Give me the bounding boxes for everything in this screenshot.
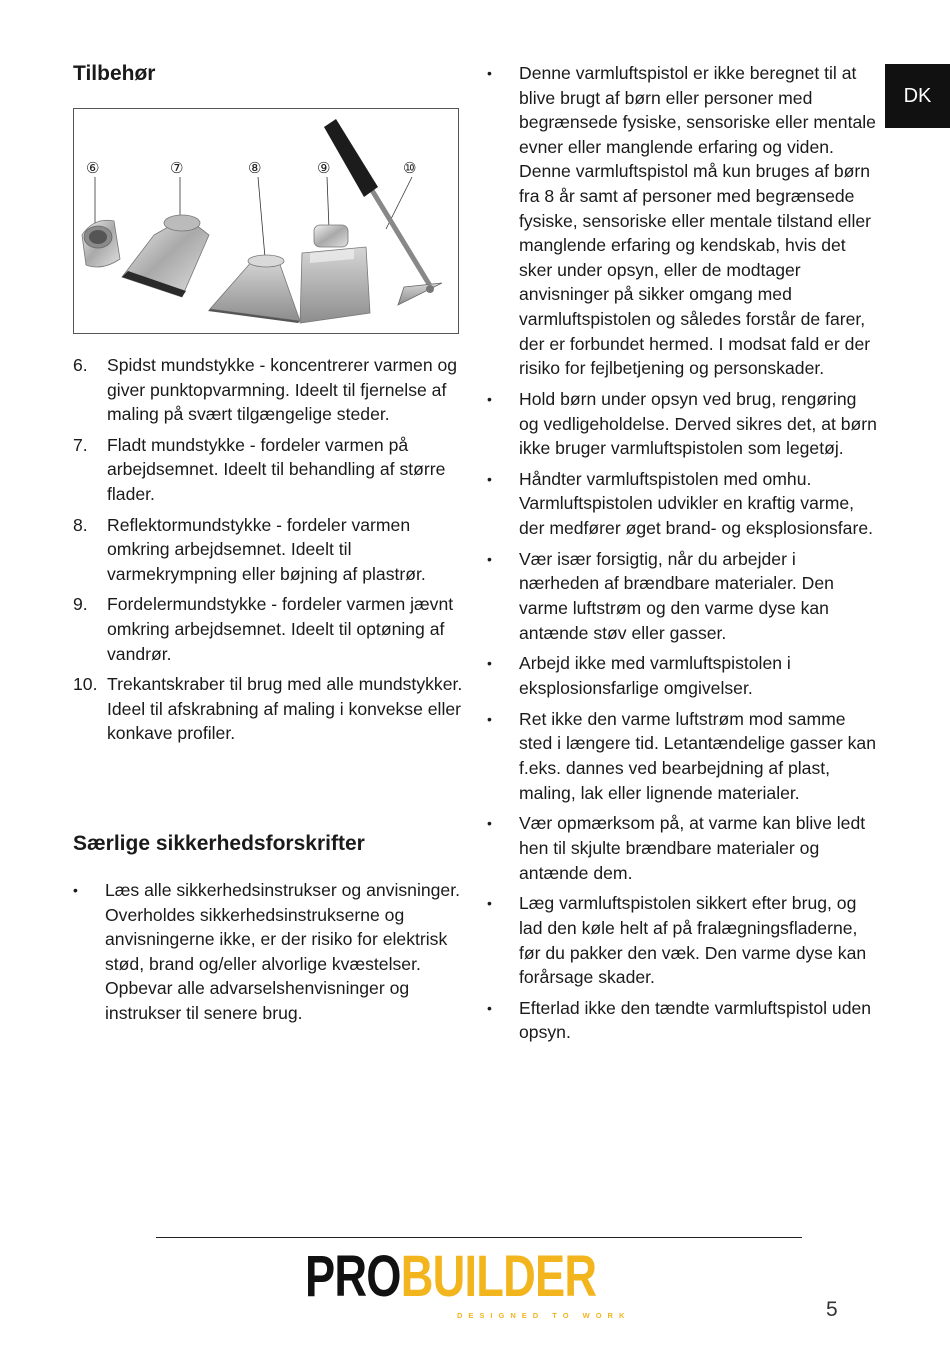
item-text: Trekantskraber til brug med alle mundstykker. Ideel til afskrabning af maling i konvekse eller konkave profiler. <box>107 674 463 744</box>
footer-divider <box>156 1237 802 1238</box>
bullet-icon: • <box>487 895 492 912</box>
logo-pro-text: PRO <box>305 1244 401 1309</box>
figure-label-9: ⑨ <box>317 159 331 177</box>
accessories-list <box>73 353 463 752</box>
list-item <box>73 433 463 507</box>
item-number: 6. <box>73 355 88 375</box>
spreader-nozzle-image <box>300 225 370 323</box>
list-item <box>487 891 877 989</box>
bullet-icon: • <box>487 999 492 1016</box>
bullet-text: Hold børn under opsyn ved brug, rengøring og vedligeholdelse. Derved sikres det, at børn ikke bruger varmluftspistolen som legetøj. <box>519 388 877 459</box>
item-number: 7. <box>73 434 88 455</box>
figure-label-10: ⑩ <box>403 159 417 177</box>
list-item <box>487 547 877 645</box>
list-item <box>73 672 463 746</box>
bullet-icon: • <box>487 470 492 487</box>
list-item <box>487 467 877 541</box>
list-item <box>73 353 463 427</box>
bullet-text: Denne varmluftspistol er ikke beregnet til at blive brugt af børn eller personer med begrænsede fysiske, sensoriske eller mentale evner eller manglende erfaring og viden. Denne varmluftspistol må kun bruges af børn fra 8 år samt af personer med begrænsede fysiske, sensoriske eller mentale tilstand eller manglende erfaring og kendskab, hvis det sker under opsyn, eller de modtager anvisninger på sikker omgang med varmluftspistolen og således forstår de farer, der er forbundet hermed. I modsat fald er der risiko for fejlbetjening og personskader. <box>519 63 876 379</box>
list-item <box>487 707 877 805</box>
item-number: 8. <box>73 514 88 535</box>
safety-list-left <box>73 878 463 1032</box>
list-item <box>487 811 877 885</box>
figure-label-6: ⑥ <box>86 159 100 177</box>
list-item <box>73 878 463 1026</box>
reflector-nozzle-image <box>208 255 300 323</box>
probuilder-logo <box>305 1245 645 1323</box>
accessories-heading: Tilbehør <box>73 62 156 85</box>
page-number: 5 <box>826 1298 838 1321</box>
item-text: Reflektormundstykke - fordeler varmen omkring arbejdsemnet. Ideelt til varmekrympning eller bøjning af plastrør. <box>107 514 426 584</box>
bullet-text: Arbejd ikke med varmluftspistolen i eksplosionsfarlige omgivelser. <box>519 653 791 698</box>
list-item <box>487 61 877 381</box>
safety-list-right <box>487 61 877 1051</box>
item-text: Fordelermundstykke - fordeler varmen jævnt omkring arbejdsemnet. Ideelt til optøning af vandrør. <box>107 594 454 664</box>
bullet-icon: • <box>487 655 492 672</box>
bullet-icon: • <box>487 390 492 407</box>
figure-label-7: ⑦ <box>170 159 184 177</box>
bullet-icon: • <box>487 65 492 81</box>
bullet-text: Vær især forsigtig, når du arbejder i nærheden af brændbare materialer. Den varme luftstrøm og den varme dyse kan antænde støv eller gasser. <box>519 548 834 643</box>
bullet-icon: • <box>73 882 78 898</box>
bullet-text: Læs alle sikkerhedsinstrukser og anvisninger. Overholdes sikkerhedsinstrukserne og anvisningerne ikke, er der risiko for elektrisk stød, brand og/eller alvorlige kvæstelser. Opbevar alle advarselshenvisninger og instrukser til senere brug. <box>105 880 460 1023</box>
concentrator-nozzle-image <box>82 220 120 267</box>
item-text: Fladt mundstykke - fordeler varmen på arbejdsemnet. Ideelt til behandling af større flader. <box>107 434 446 504</box>
logo-builder-text: BUILDER <box>400 1244 597 1309</box>
bullet-icon: • <box>487 550 492 567</box>
item-number: 10. <box>73 674 98 695</box>
logo-tagline: DESIGNED TO WORK <box>457 1311 631 1320</box>
figure-label-8: ⑧ <box>248 159 262 177</box>
bullet-icon: • <box>487 710 492 727</box>
bullet-text: Vær opmærksom på, at varme kan blive ledt hen til skjulte brændbare materialer og antænde dem. <box>519 813 866 883</box>
list-item <box>73 513 463 587</box>
bullet-text: Læg varmluftspistolen sikkert efter brug, og lad den køle helt af på fralægningsfladerne, før du pakker den væk. Den varme dyse kan forårsage skader. <box>519 893 867 988</box>
list-item <box>487 996 877 1045</box>
safety-heading: Særlige sikkerhedsforskrifter <box>73 832 365 855</box>
flat-nozzle-image <box>122 215 209 297</box>
language-tab: DK <box>885 64 950 128</box>
bullet-icon: • <box>487 815 492 832</box>
accessories-figure <box>73 108 459 334</box>
bullet-text: Håndter varmluftspistolen med omhu. Varmluftspistolen udvikler en kraftig varme, der medfører øget brand- og eksplosionsfare. <box>519 468 873 539</box>
item-number: 9. <box>73 594 88 615</box>
item-text: Spidst mundstykke - koncentrerer varmen og giver punktopvarmning. Ideelt til fjernelse af maling på svært tilgængelige steder. <box>107 355 458 425</box>
list-item <box>487 387 877 461</box>
bullet-text: Ret ikke den varme luftstrøm mod samme sted i længere tid. Letantændelige gasser kan f.eks. dannes ved bearbejdning af plast, maling, lak eller lignende materialer. <box>519 708 876 803</box>
list-item <box>73 592 463 666</box>
list-item <box>487 651 877 700</box>
bullet-text: Efterlad ikke den tændte varmluftspistol uden opsyn. <box>519 997 872 1043</box>
